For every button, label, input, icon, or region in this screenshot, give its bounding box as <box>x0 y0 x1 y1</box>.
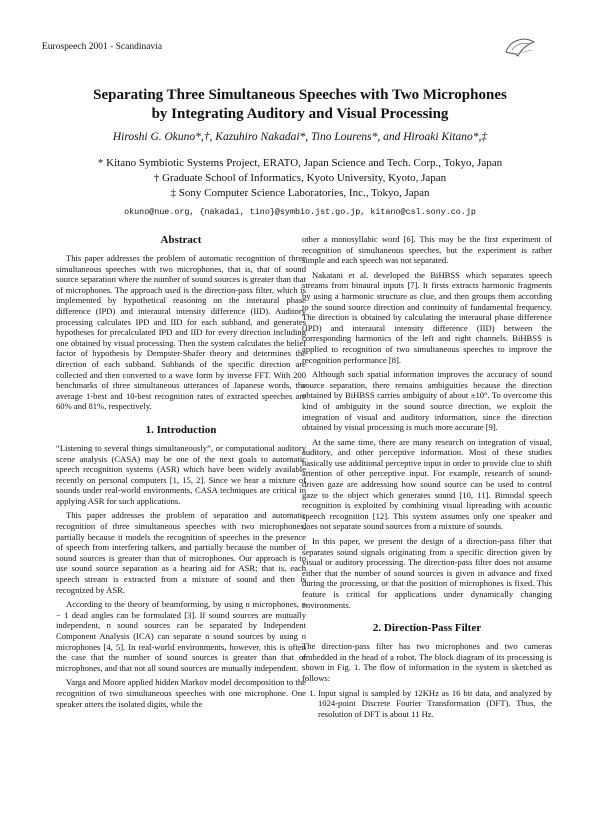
section2-heading: 2. Direction-Pass Filter <box>372 622 482 635</box>
right-column <box>302 234 552 719</box>
affiliation-3: ‡ Sony Computer Science Laboratories, Inc., Tokyo, Japan <box>170 187 430 199</box>
eurospeech-logo-icon <box>502 34 538 62</box>
intro-paragraph: “Listening to several things simultaneously”, or computational auditory scene analysis (CASA) may be one of the next goals to automatic speech recognition systems (ASR) which have been widely available recently on personal computers [1, 15, 2]. Since we hear a mixture of sounds under real-world environments, CASA techniques are critical in applying ASR for such applications. <box>56 442 306 506</box>
body-paragraph: At the same time, there are many research on integration of visual, auditory, and other perceptive information. Most of these studies basically use additional perceptive input in order to provide clue to shift attention of other perceptive input. For example, research of sound-driven gaze are addressing how sound source can be used to control gaze to the object which generates sound [10, 11]. Bimodal speech recognition is exploited by combining visual lipreading with acoustic speech recognition [12]. This system assumes only one speaker and does not separate sound sources from a mixture of sounds. <box>302 436 552 532</box>
body-paragraph: In this paper, we present the design of a direction-pass filter that separates sound signals originating from a specific direction given by visual or auditory processing. The direction-pass filter does not assume either that the number of sound sources is given in advance and fixed during the processing, or that the position of microphones is fixed. This feature is critical for applications under dynamically changing environments. <box>302 536 552 610</box>
abstract-text: This paper addresses the problem of automatic recognition of three simultaneous speeches with two microphones, that is, that of sound source separation where the number of sound sources is greater than that of microphones. The approach used is the direction-pass filter, which is implemented by hypothetical reasoning on the interaural phase difference (IPD) and interaural intensity difference (IID). Auditory processing calculates IPD and IID for each subband, and generates hypotheses for precalculated IPD and IID for every direction including one obtained by visual processing. Then the system calculates the belief factor of hypothesis by Dempster-Shafer theory and determines the direction of each subband. Subbands of the specific direction are collected and then converted to a wave form by inverse FFT. With 200 benchmarks of three simultaneous utterances of Japanese words, the average 1-best and 10-best recognition rates of extracted speeches are 60% and 81%, respectively. <box>56 253 306 412</box>
affiliation-2: † Graduate School of Informatics, Kyoto University, Kyoto, Japan <box>153 172 447 184</box>
title-line-2: by Integrating Auditory and Visual Processing <box>151 106 449 122</box>
body-paragraph: Nakatani et al. developed the BiHBSS which separates speech streams from binaural inputs [7]. It firsts extracts harmonic fragments by using a harmonic structure as clue, and then groups them according to the sound source direction and continuity of fundamental frequency. The direction is obtained by calculating the interaural phase difference (IPD) and interaural intensity difference (IID) between the corresponding harmonics of the left and right channels. BiHBSS is applied to recognition of two simultaneous speeches to improve the recognition performance [8]. <box>302 269 552 365</box>
author-list: Hiroshi G. Okuno*,†, Kazuhiro Nakadai*, Tino Lourens*, and Hiroaki Kitano*,‡ <box>112 131 488 143</box>
processing-steps-list <box>302 688 552 720</box>
left-column <box>56 234 306 713</box>
introduction-heading: 1. Introduction <box>145 423 217 436</box>
abstract-heading: Abstract <box>160 234 202 246</box>
section2-paragraph: The direction-pass filter has two microphones and two cameras embedded in the head of a robot. The block diagram of its processing is shown in Fig. 1. The flow of information in the system is sketched as follows: <box>302 641 552 683</box>
affiliations <box>40 156 560 201</box>
email-addresses: okuno@nue.org, {nakadai, tino}@symbio.jst.go.jp, kitano@csl.sony.co.jp <box>124 207 476 217</box>
paper-title <box>40 86 560 124</box>
list-item: 1. Input signal is sampled by 12KHz as 16 bit data, and analyzed by 1024-point Discrete Fourier Transformation (DFT). Thus, the resolution of DFT is about 11 Hz. <box>318 688 552 720</box>
body-paragraph: other a monosyllabic word [6]. This may be the first experiment of recognition of simultaneous speeches, but the experiment is rather simple and each speech was not separated. <box>302 234 552 266</box>
intro-paragraph: According to the theory of beamforming, by using n microphones, n − 1 dead angles can be formulated [3]. If sound sources are mutually independent, n sound sources can be separated by Independent Component Analysis (ICA) can separate n sound sources by using n microphones [4, 5]. In real-world environments, however, this is often the case that the number of sound sources is greater than that of microphones, and that not all sound sources are mutually independent. <box>56 599 306 673</box>
title-line-1: Separating Three Simultaneous Speeches with Two Microphones <box>93 87 507 103</box>
intro-paragraph: This paper addresses the problem of separation and automatic recognition of three simultaneous speeches with two microphones, partially because it models the recognition of speeches in the presence of speech from interfering talkers, and partially because the number of sound sources is greater than that of microphones. Our approach is to use sound source separation as a hearing aid for ASR; that is, each speech stream is extracted from a mixture of sound and then is recognized by ASR. <box>56 510 306 595</box>
affiliation-1: * Kitano Symbiotic Systems Project, ERATO, Japan Science and Tech. Corp., Tokyo, Japan <box>97 157 503 169</box>
intro-paragraph: Varga and Moore applied hidden Markov model decomposition to the recognition of two simultaneous speeches with one microphone. One speaker utters the isolated digits, while the <box>56 677 306 709</box>
proceedings-header: Eurospeech 2001 - Scandinavia <box>42 42 163 52</box>
body-paragraph: Although such spatial information improves the accuracy of sound source separation, there remains ambiguities because the direction obtained by BiHBSS carries ambiguity of about ±10°. To overcome this kind of ambiguity in the sound source direction, we exploit the integration of visual and auditory information, since the direction obtained by visual processing is much more accurate [9]. <box>302 369 552 433</box>
